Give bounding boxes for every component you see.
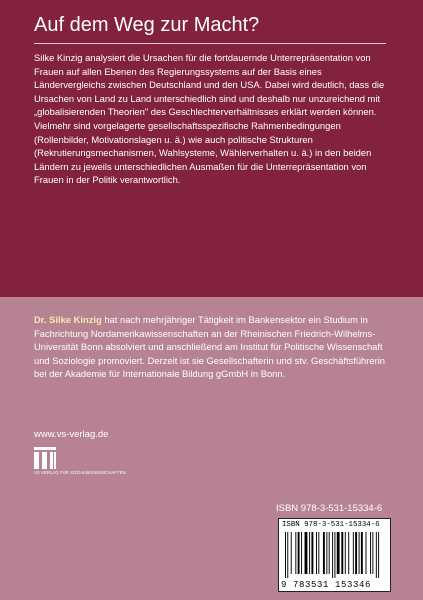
- barcode-bar: [323, 532, 325, 574]
- barcode-bar: [370, 532, 371, 574]
- barcode-bar: [332, 532, 333, 578]
- barcode-bar: [345, 532, 346, 574]
- description-panel: [0, 0, 423, 297]
- barcode-bar: [337, 532, 340, 574]
- barcode-bar: [316, 532, 317, 574]
- ean-barcode-icon: [278, 518, 391, 592]
- title-divider: [34, 43, 386, 44]
- barcode-bar: [287, 532, 288, 578]
- author-name: Dr. Silke Kinzig: [34, 314, 102, 325]
- author-bio: [34, 313, 394, 381]
- barcode-bar: [355, 532, 357, 574]
- barcode-bar: [348, 532, 349, 574]
- vs-verlag-logo-icon: [34, 447, 134, 469]
- barcode-bars: [285, 532, 385, 578]
- barcode-bar: [353, 532, 354, 574]
- barcode-bar: [334, 532, 335, 578]
- barcode-bar: [372, 532, 373, 574]
- barcode-bar: [366, 532, 367, 574]
- barcode-bar: [361, 532, 363, 574]
- barcode-bar: [359, 532, 360, 574]
- publisher-logo-text: VS VERLAG FÜR SOZIALWISSENSCHAFTEN: [34, 470, 126, 475]
- barcode-isbn: ISBN 978-3-531-15334-6: [282, 521, 380, 529]
- barcode-bar: [285, 532, 286, 578]
- isbn-label: ISBN 978-3-531-15334-6: [276, 503, 383, 514]
- barcode-bar: [291, 532, 292, 574]
- barcode-bar: [295, 532, 296, 574]
- book-description: Silke Kinzig analysiert die Ursachen für die fortdauernde Unterrepräsentation von Frauen auf allen Ebenen des Regierungssystems auf der Basis eines Ländervergleichs zwischen Deutschland und den USA. Dabei wird deutlich, dass die Ursachen von Land zu Land unterschiedlich sind und deshalb nur unzureichend mit „globalisierenden Theorien" des Geschlechterverhältnisses erklärt werden können. Vielmehr sind vorgelagerte gesellschaftsspezifische Rahmenbedingungen (Rollenbilder, Motivationslagen u. ä.) wie auch politische Strukturen (Rekrutierungsmechanismen, Wahlsysteme, Wählerverhalten u. ä.) in den beiden Ländern zu jeweils unterschiedlichen Ausmaßen für die Unterrepräsentation von Frauen in der Politik verantwortlich.: [34, 52, 385, 186]
- book-title: Auf dem Weg zur Macht?: [34, 14, 260, 36]
- author-bio-text: hat nach mehrjähriger Tätigkeit im Bankensektor ein Studium in Fachrichtung Nordamerikawissenschaften an der Rheinischen Friedrich-Wilhelms-Universität Bonn absolviert und anschließend am Institut für Politische Wissenschaft und Soziologie promoviert. Derzeit ist sie Gesellschafterin und stv. Geschäftsführerin bei der Akademie für Internationale Bildung gGmbH in Bonn.: [34, 314, 386, 380]
- barcode-number: 9 783531 153346: [281, 580, 372, 590]
- barcode-bar: [326, 532, 327, 574]
- barcode-bar: [305, 532, 308, 574]
- barcode-bar: [376, 532, 377, 578]
- barcode-bar: [378, 532, 379, 578]
- barcode-bar: [318, 532, 319, 574]
- author-panel: [0, 297, 423, 600]
- barcode-bar: [298, 532, 300, 574]
- barcode-bar: [301, 532, 302, 574]
- barcode-bar: [329, 532, 330, 574]
- barcode-bar: [341, 532, 343, 574]
- barcode-bar: [309, 532, 310, 574]
- publisher-website[interactable]: www.vs-verlag.de: [34, 429, 109, 440]
- barcode-bar: [311, 532, 313, 574]
